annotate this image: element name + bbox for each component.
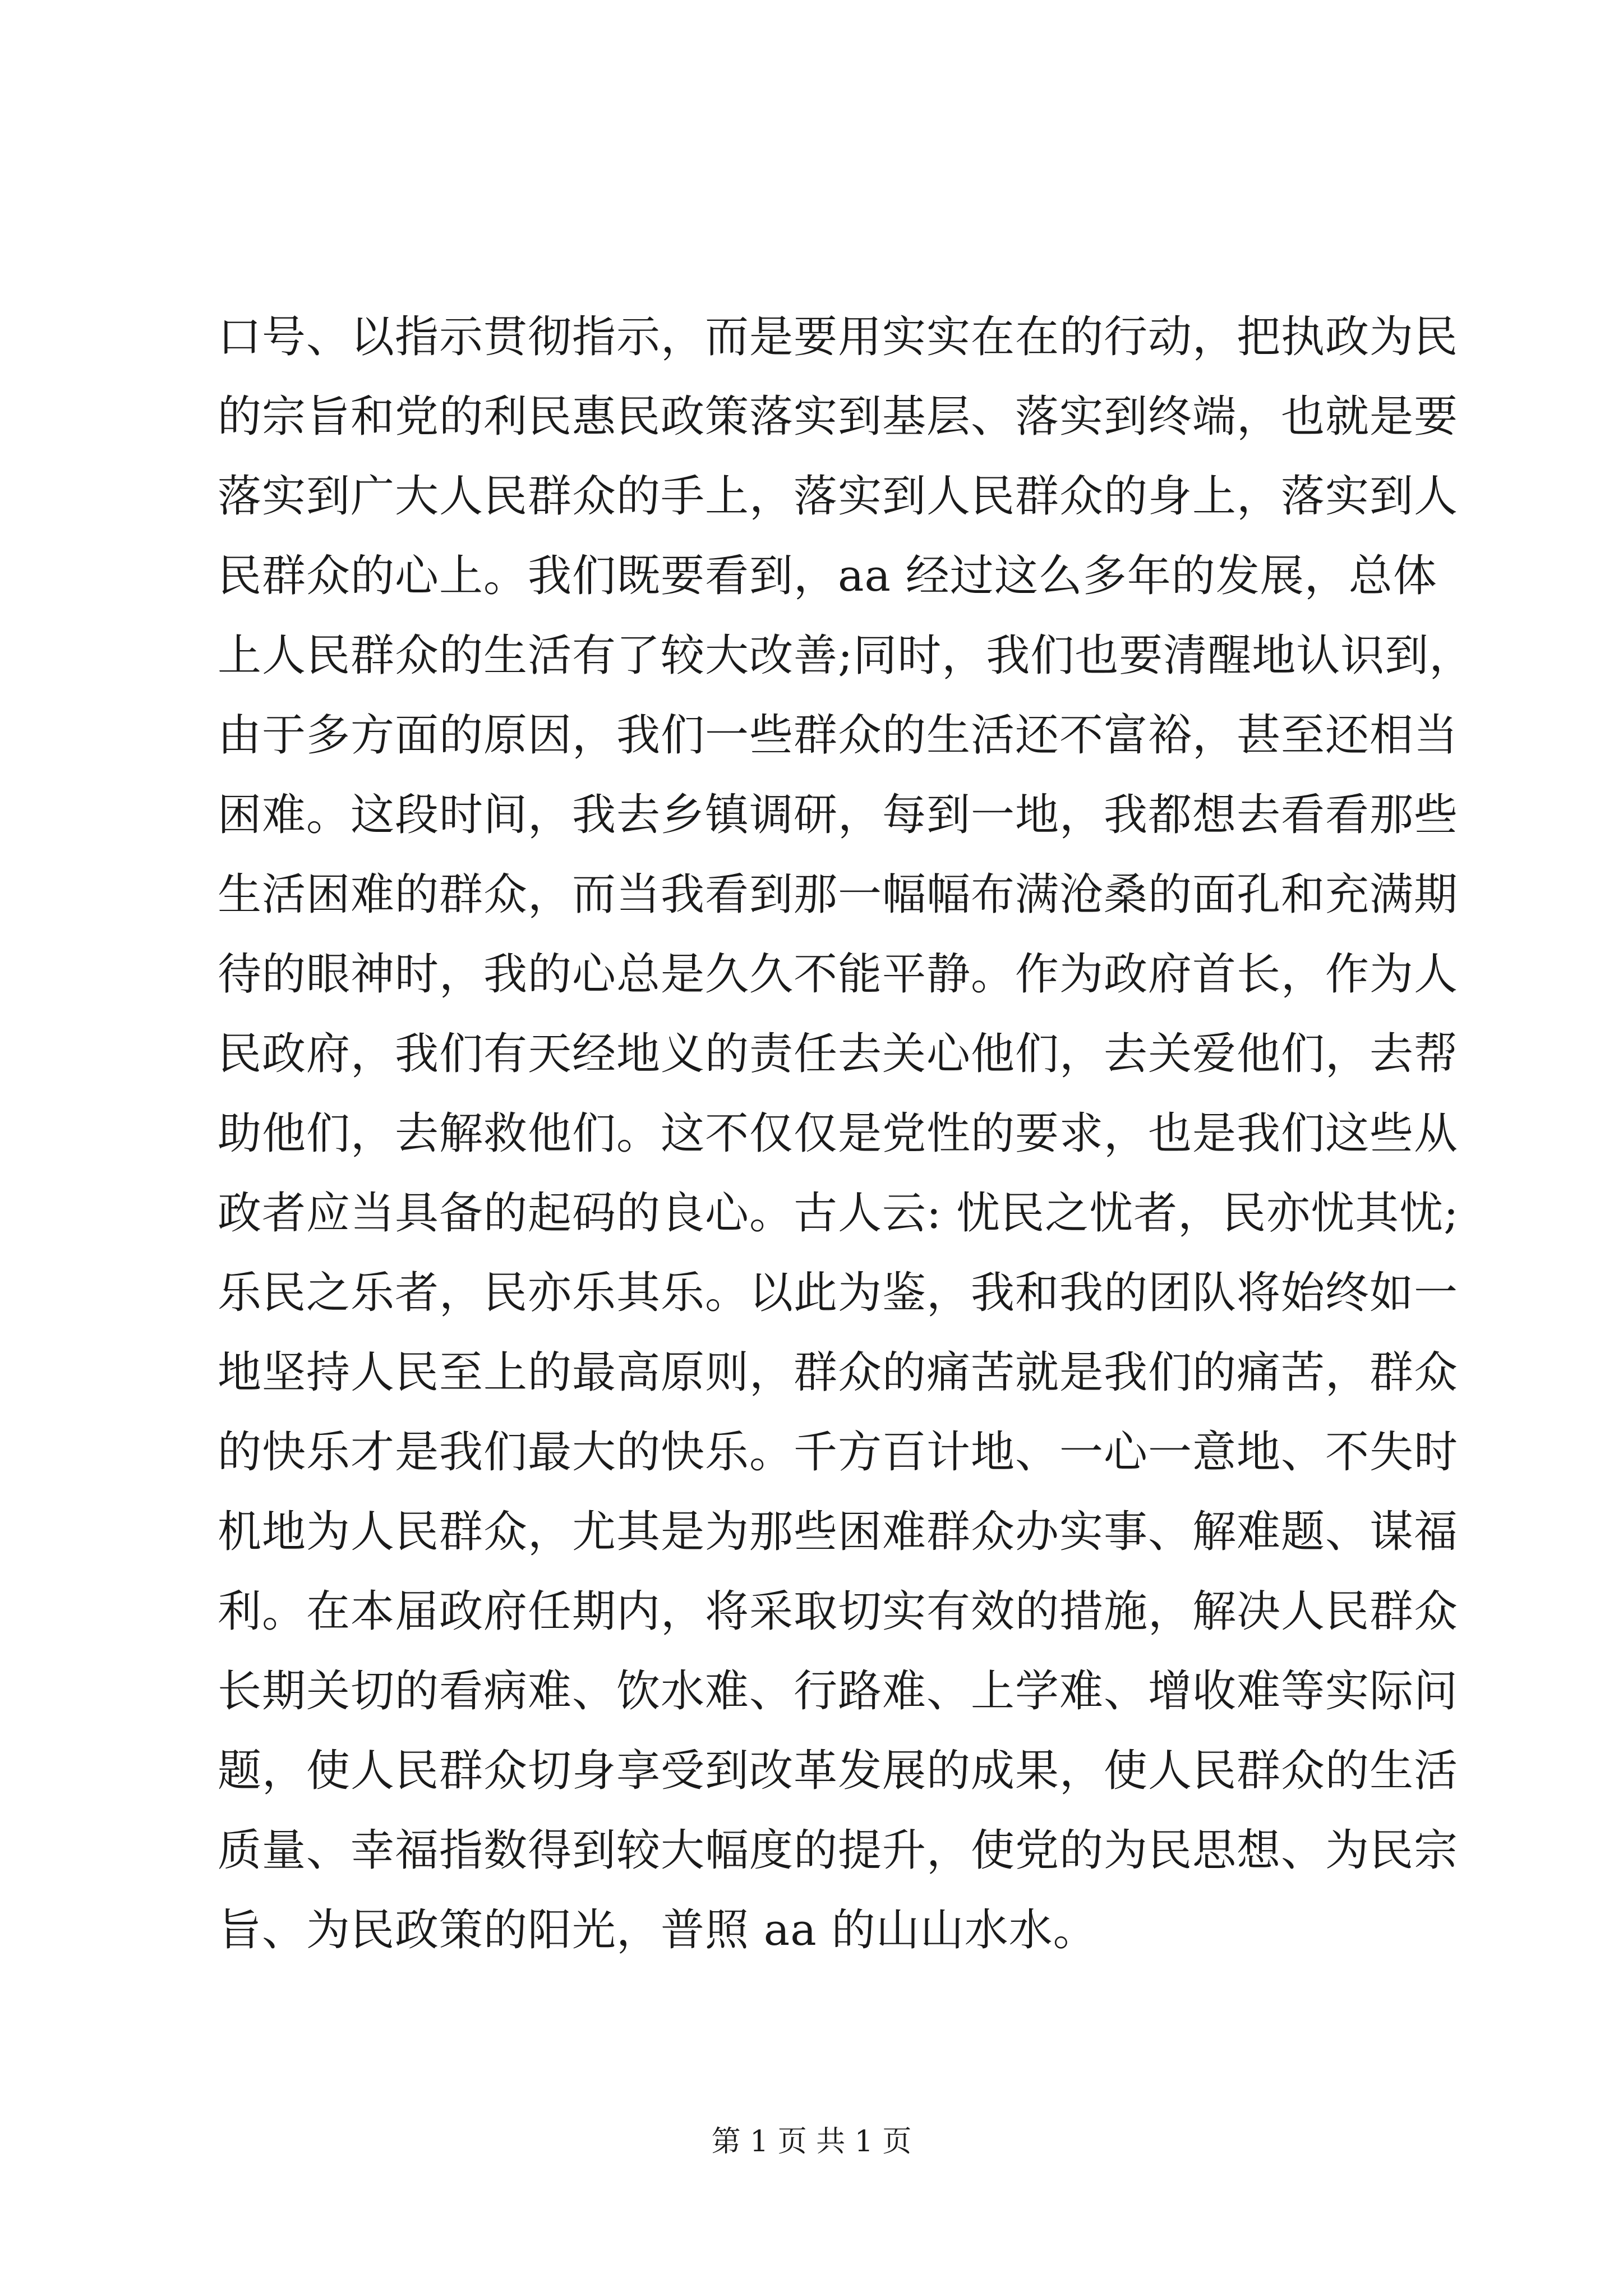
text-line: 质量、幸福指数得到较大幅度的提升，使党的为民思想、为民宗 [218, 1825, 1459, 1876]
text-line: 助他们，去解救他们。这不仅仅是党性的要求，也是我们这些从 [218, 1108, 1459, 1159]
text-line: 机地为人民群众，尤其是为那些困难群众办实事、解难题、谋福 [218, 1507, 1459, 1557]
text-line: 上人民群众的生活有了较大改善;同时，我们也要清醒地认识到， [218, 631, 1474, 681]
text-line: 由于多方面的原因，我们一些群众的生活还不富裕，甚至还相当 [218, 710, 1459, 761]
text-line: 口号、以指示贯彻指示，而是要用实实在在的行动，把执政为民 [218, 312, 1459, 362]
text-line: 的宗旨和党的利民惠民政策落实到基层、落实到终端，也就是要 [218, 392, 1459, 442]
text-line: 利。在本届政府任期内，将采取切实有效的措施，解决人民群众 [218, 1586, 1459, 1637]
text-line: 民政府，我们有天经地义的责任去关心他们，去关爱他们，去帮 [218, 1029, 1459, 1079]
text-line: 落实到广大人民群众的手上，落实到人民群众的身上，落实到人 [218, 471, 1459, 522]
text-line: 困难。这段时间，我去乡镇调研，每到一地，我都想去看看那些 [218, 790, 1459, 840]
text-line: 题，使人民群众切身享受到改革发展的成果，使人民群众的生活 [218, 1746, 1459, 1796]
text-line: 政者应当具备的起码的良心。古人云: 忧民之忧者，民亦忧其忧; [218, 1188, 1459, 1239]
text-line: 旨、为民政策的阳光，普照 aa 的山山水水。 [218, 1905, 1098, 1955]
text-line: 地坚持人民至上的最高原则，群众的痛苦就是我们的痛苦，群众 [218, 1347, 1459, 1398]
body-paragraph [218, 297, 1474, 1970]
text-line: 的快乐才是我们最大的快乐。千方百计地、一心一意地、不失时 [218, 1427, 1459, 1478]
text-line: 民群众的心上。我们既要看到，aa 经过这么多年的发展，总体 [218, 551, 1437, 601]
text-line: 长期关切的看病难、饮水难、行路难、上学难、增收难等实际问 [218, 1666, 1459, 1717]
page-footer: 第 1 页 共 1 页 [711, 2125, 912, 2159]
text-line: 乐民之乐者，民亦乐其乐。以此为鉴，我和我的团队将始终如一 [218, 1268, 1459, 1318]
text-line: 生活困难的群众，而当我看到那一幅幅布满沧桑的面孔和充满期 [218, 869, 1459, 920]
text-line: 待的眼神时，我的心总是久久不能平静。作为政府首长，作为人 [218, 949, 1459, 1000]
